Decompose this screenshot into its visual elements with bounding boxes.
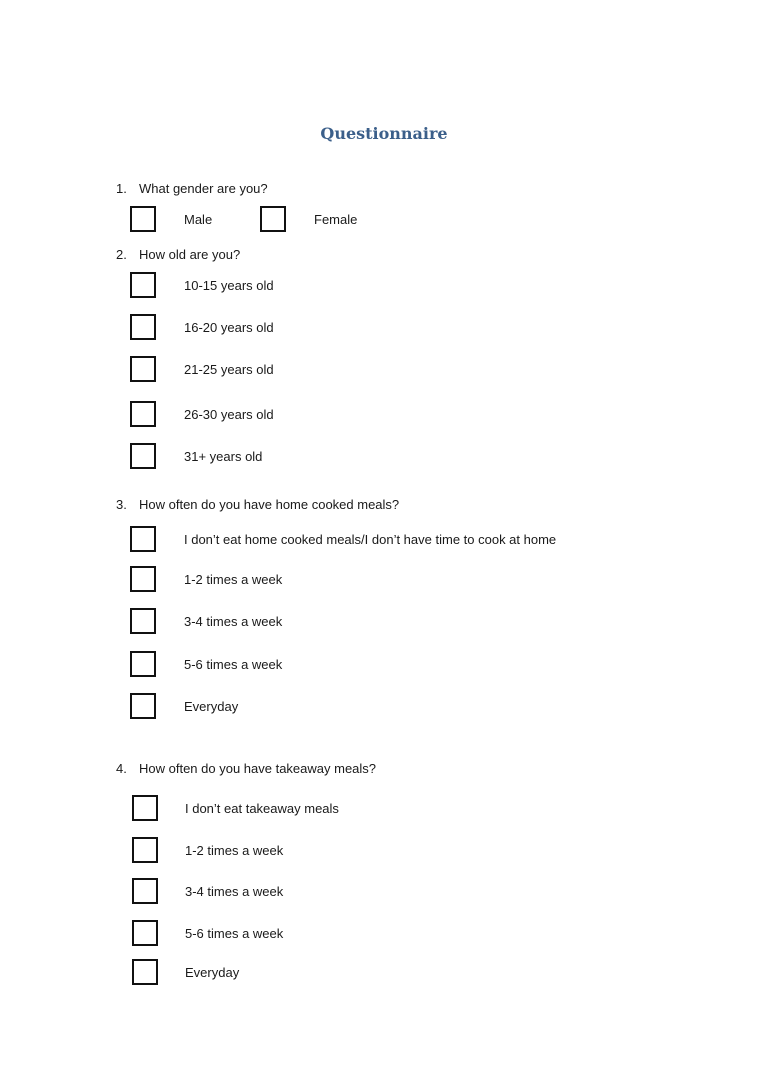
option-label: I don’t eat takeaway meals: [185, 801, 339, 816]
checkbox-takeaway-5-6[interactable]: [132, 920, 158, 946]
option-label: Everyday: [184, 699, 239, 714]
option-label: 21-25 years old: [184, 362, 274, 377]
option-label: 1-2 times a week: [184, 572, 283, 587]
checkbox-home-none[interactable]: [130, 526, 156, 552]
question-text: What gender are you?: [139, 181, 268, 196]
option-label-female: Female: [314, 212, 358, 227]
question-text: How often do you have takeaway meals?: [139, 761, 377, 776]
option-label: 5-6 times a week: [184, 657, 283, 672]
checkbox-home-everyday[interactable]: [130, 693, 156, 719]
page-title: [0, 124, 768, 143]
question-text: How old are you?: [139, 247, 241, 262]
checkbox-female[interactable]: [260, 206, 286, 232]
checkbox-age-10-15[interactable]: [130, 272, 156, 298]
question-3: [116, 497, 399, 512]
title-text: Questionnaire: [320, 124, 448, 143]
question-number: 4.: [116, 761, 127, 776]
option-label: 26-30 years old: [184, 407, 274, 422]
checkbox-takeaway-3-4[interactable]: [132, 878, 158, 904]
question-number: 2.: [116, 247, 127, 262]
question-text: How often do you have home cooked meals?: [139, 497, 400, 512]
question-1: [116, 181, 268, 196]
question-number: 1.: [116, 181, 127, 196]
option-label: 16-20 years old: [184, 320, 274, 335]
question-2: [116, 247, 240, 262]
checkbox-age-21-25[interactable]: [130, 356, 156, 382]
checkbox-male[interactable]: [130, 206, 156, 232]
checkbox-age-26-30[interactable]: [130, 401, 156, 427]
option-label: 3-4 times a week: [185, 884, 284, 899]
checkbox-age-31-plus[interactable]: [130, 443, 156, 469]
checkbox-age-16-20[interactable]: [130, 314, 156, 340]
option-label-male: Male: [184, 212, 213, 227]
option-label: 1-2 times a week: [185, 843, 284, 858]
option-label: 31+ years old: [184, 449, 263, 464]
option-label: 3-4 times a week: [184, 614, 283, 629]
checkbox-takeaway-none[interactable]: [132, 795, 158, 821]
checkbox-takeaway-1-2[interactable]: [132, 837, 158, 863]
checkbox-home-3-4[interactable]: [130, 608, 156, 634]
checkbox-home-5-6[interactable]: [130, 651, 156, 677]
question-4: [116, 761, 376, 776]
option-label: Everyday: [185, 965, 240, 980]
option-label: 10-15 years old: [184, 278, 274, 293]
question-number: 3.: [116, 497, 127, 512]
checkbox-home-1-2[interactable]: [130, 566, 156, 592]
option-label: I don’t eat home cooked meals/I don’t have time to cook at home: [184, 532, 557, 547]
checkbox-takeaway-everyday[interactable]: [132, 959, 158, 985]
option-label: 5-6 times a week: [185, 926, 284, 941]
